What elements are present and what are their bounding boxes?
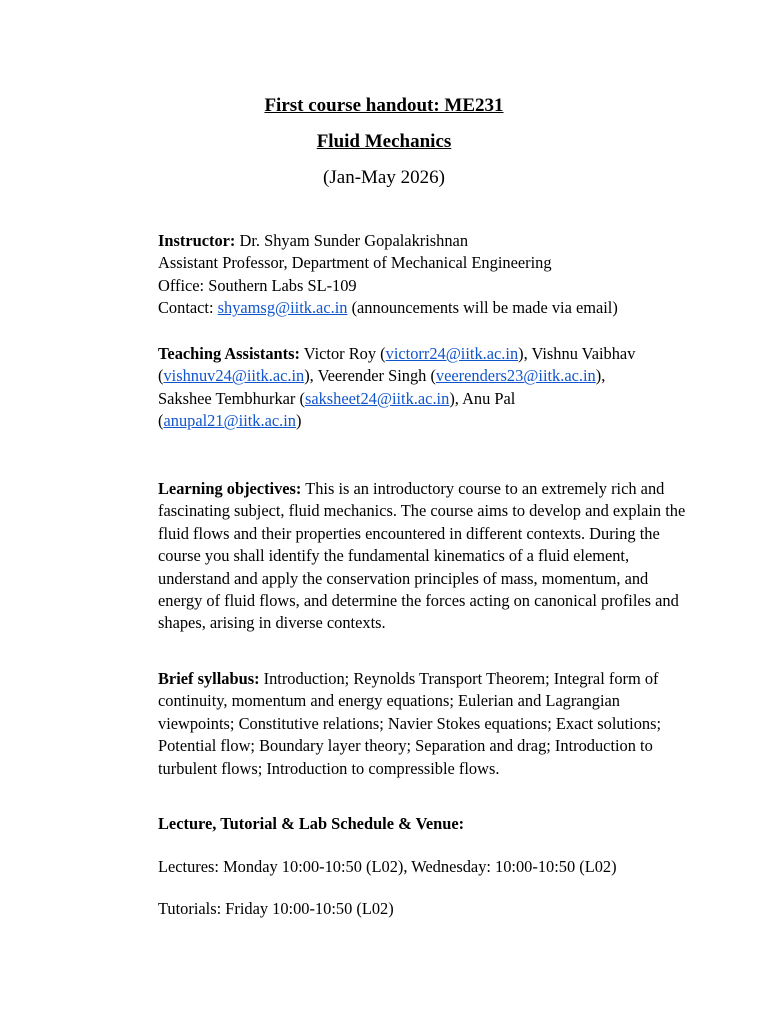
instructor-name: Dr. Shyam Sunder Gopalakrishnan — [235, 231, 469, 250]
schedule-heading-text: Lecture, Tutorial & Lab Schedule & Venue: — [158, 814, 465, 833]
ta-section: Teaching Assistants: Victor Roy (victorr24@iitk.ac.in), Vishnu Vaibhav (vishnuv24@iitk.ac.in), Veerender Singh (veerenders23@iitk.ac.in), Sakshee Tembhurkar (saksheet24@iitk.ac.in), Anu Pal (anupal21@iitk.ac.in) — [158, 344, 636, 431]
learning-objectives-section — [158, 478, 693, 635]
syllabus-text-part2: continuity, momentum and energy equations; Eulerian and Lagrangian viewpoints; Constitutive relations; Navier Stokes equations; Exact solutions; Potential flow; Boundary layer theory; Separation and drag; Introduction to turbulent flows; Introduction to compressible flows. — [158, 691, 662, 778]
ta-email-link[interactable]: veerenders23@iitk.ac.in — [435, 366, 596, 386]
contact-prefix: Contact: — [158, 298, 218, 318]
syllabus-text-part1: Introduction; Reynolds Transport Theorem; Integral form of — [259, 669, 659, 688]
course-name: Fluid Mechanics — [316, 131, 452, 152]
ta-email-link[interactable]: victorr24@iitk.ac.in — [385, 344, 519, 363]
ta-email-link[interactable]: saksheet24@iitk.ac.in — [304, 388, 450, 408]
syllabus-section — [158, 668, 693, 780]
ta-email-link[interactable]: vishnuv24@iitk.ac.in — [163, 366, 305, 386]
ta-name: Vishnu Vaibhav — [531, 344, 636, 363]
ta-name: Veerender Singh — [317, 366, 427, 386]
syllabus-label: Brief syllabus: — [158, 669, 260, 688]
instructor-office: Office: Southern Labs SL-109 — [158, 275, 357, 295]
contact-note: (announcements will be made via email) — [347, 298, 618, 318]
instructor-email-link[interactable]: shyamsg@iitk.ac.in — [217, 298, 348, 318]
ta-name: Victor Roy — [303, 344, 377, 363]
instructor-position: Assistant Professor, Department of Mechanical Engineering — [158, 253, 552, 273]
learning-objectives-text: This is an introductory course to an extremely rich and fascinating subject, fluid mechanics. The course aims to develop and explain the fluid flows and their properties encountered in different contexts. During the course you shall identify the fundamental kinematics of a fluid element, understand and apply the conservation principles of mass, momentum, and energy of fluid flows, and determine the forces acting on canonical profiles and shapes, arising in diverse contexts. — [158, 479, 686, 633]
tutorials-line: Tutorials: Friday 10:00-10:50 (L02) — [158, 899, 394, 918]
handout-title: First course handout: ME231 — [264, 95, 504, 116]
instructor-label: Instructor: — [158, 231, 236, 250]
ta-label: Teaching Assistants: — [158, 344, 300, 363]
schedule-heading — [158, 813, 693, 835]
ta-email-link[interactable]: anupal21@iitk.ac.in — [163, 411, 296, 431]
learning-objectives-label: Learning objectives: — [158, 479, 302, 498]
ta-name: Sakshee Tembhurkar — [158, 388, 296, 408]
ta-name: Anu Pal — [462, 388, 516, 408]
course-term: (Jan-May 2026) — [323, 167, 445, 188]
lectures-line: Lectures: Monday 10:00-10:50 (L02), Wednesday: 10:00-10:50 (L02) — [158, 857, 617, 876]
instructor-section — [158, 230, 693, 320]
